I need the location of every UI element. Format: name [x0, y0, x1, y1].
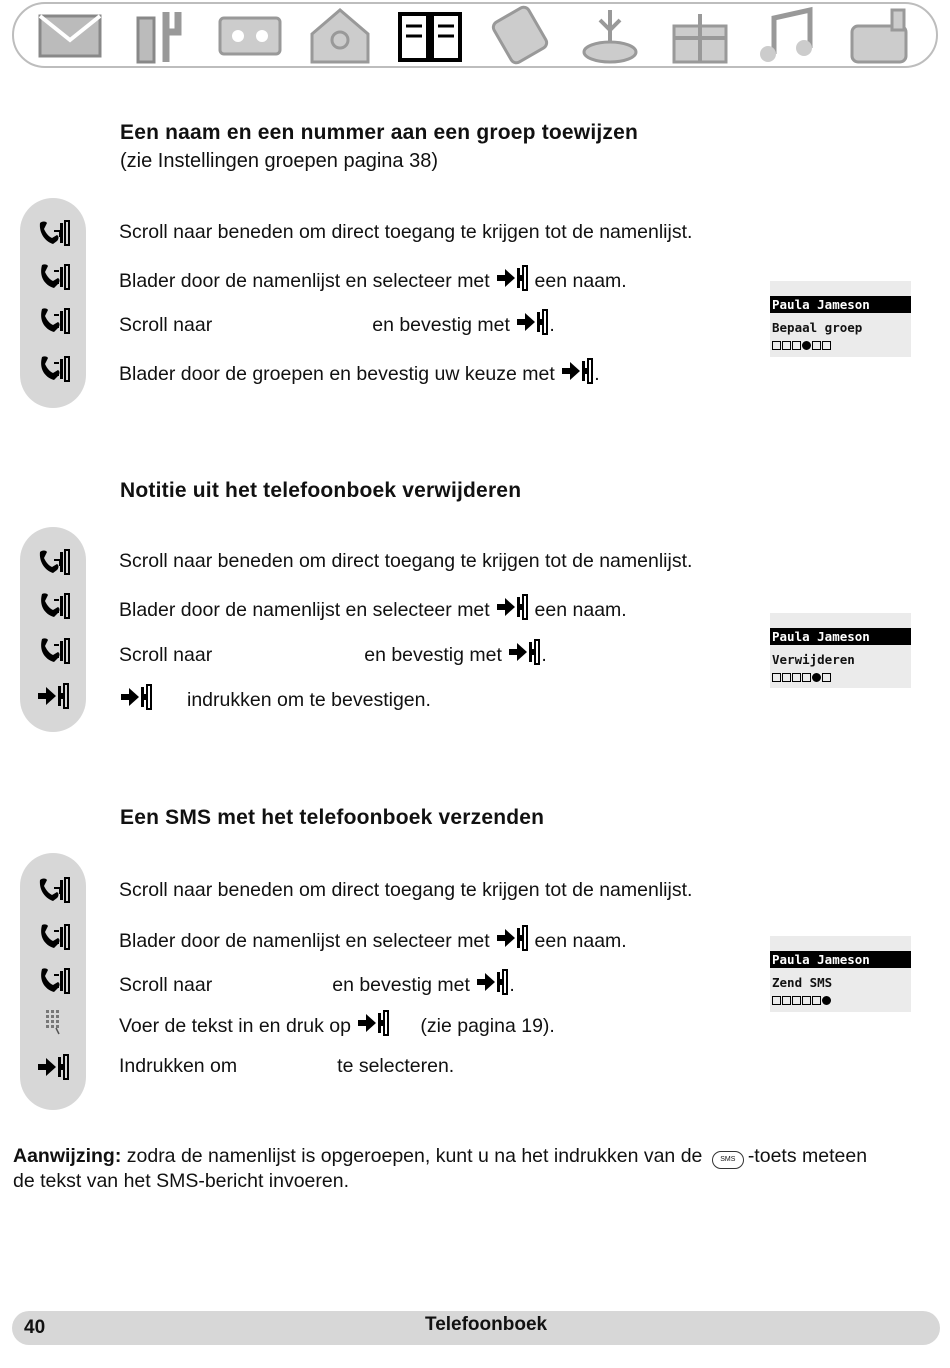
book-icon — [392, 4, 468, 66]
ok-key-icon — [560, 358, 594, 384]
envelope-icon — [32, 4, 108, 66]
scroll-up-down-icon — [36, 355, 70, 383]
scroll-down-icon — [36, 219, 70, 247]
scroll-up-down-icon — [36, 637, 70, 665]
step-text: Indrukken om te selecteren. — [119, 1055, 455, 1077]
position-dot — [792, 996, 801, 1005]
display-position-indicator — [772, 341, 911, 355]
display-selected-name: Paula Jameson — [770, 951, 911, 968]
ok-key-icon — [356, 1010, 390, 1036]
step-text: Blader door de namenlijst en selecteer met een naam. — [119, 925, 627, 953]
phone-display — [770, 281, 911, 357]
scroll-down-icon — [36, 876, 70, 904]
page-number: 40 — [24, 1317, 46, 1338]
position-dot — [822, 673, 831, 682]
display-position-indicator — [772, 996, 911, 1010]
keypad-icon — [36, 1008, 70, 1036]
scroll-up-down-icon — [36, 967, 70, 995]
ok-key-icon — [36, 683, 70, 711]
house-icon — [302, 4, 378, 66]
ok-key-icon — [119, 684, 153, 710]
step-text: Scroll naar en bevestig met . — [119, 639, 547, 667]
current-position-dot — [812, 673, 821, 682]
step-text: Blader door de namenlijst en selecteer met een naam. — [119, 594, 627, 622]
position-dot — [782, 673, 791, 682]
section-title: Een naam en een nummer aan een groep toewijzen — [120, 121, 639, 144]
step-text: Voer de tekst in en druk op (zie pagina 19). — [119, 1010, 555, 1038]
position-dot — [772, 673, 781, 682]
step-text: indrukken om te bevestigen. — [119, 684, 431, 712]
display-position-indicator — [772, 673, 911, 687]
phone-display — [770, 613, 911, 688]
display-selected-name: Paula Jameson — [770, 628, 911, 645]
scroll-up-down-icon — [36, 307, 70, 335]
current-position-dot — [822, 996, 831, 1005]
position-dot — [782, 996, 791, 1005]
step-text: Blader door de namenlijst en selecteer met een naam. — [119, 265, 627, 293]
step-text: Blader door de groepen en bevestig uw keuze met . — [119, 358, 600, 386]
current-position-dot — [802, 341, 811, 350]
phone-display — [770, 936, 911, 1012]
section-title: Notitie uit het telefoonboek verwijderen — [120, 479, 522, 502]
position-dot — [822, 341, 831, 350]
ok-key-icon — [507, 639, 541, 665]
position-dot — [782, 341, 791, 350]
scroll-down-icon — [36, 548, 70, 576]
phone-icon — [482, 4, 558, 66]
display-menu-item: Zend SMS — [772, 975, 833, 990]
position-dot — [812, 341, 821, 350]
ok-key-icon — [495, 265, 529, 291]
page-footer — [12, 1311, 940, 1345]
position-dot — [802, 996, 811, 1005]
position-dot — [802, 673, 811, 682]
gift-icon — [662, 4, 738, 66]
step-text: Scroll naar beneden om direct toegang te krijgen tot de namenlijst. — [119, 221, 693, 243]
section-subtitle: (zie Instellingen groepen pagina 38) — [120, 150, 438, 172]
hint-note — [13, 1144, 893, 1193]
sms-key-icon: SMS — [712, 1151, 744, 1169]
antenna-icon — [572, 4, 648, 66]
ok-key-icon — [515, 309, 549, 335]
step-text: Scroll naar beneden om direct toegang te krijgen tot de namenlijst. — [119, 879, 693, 901]
tools-icon — [122, 4, 198, 66]
step-text: Scroll naar en bevestig met . — [119, 309, 555, 337]
section-title: Een SMS met het telefoonboek verzenden — [120, 806, 545, 829]
hint-text: -toets meteen de tekst van het SMS-bericht invoeren. — [13, 1145, 868, 1192]
chapter-title: Telefoonboek — [425, 1314, 548, 1335]
ok-key-icon — [495, 925, 529, 951]
scroll-up-down-icon — [36, 923, 70, 951]
position-dot — [812, 996, 821, 1005]
hint-text: zodra de namenlijst is opgeroepen, kunt u na het indrukken van de — [126, 1145, 703, 1167]
ok-key-icon — [36, 1054, 70, 1082]
display-selected-name: Paula Jameson — [770, 296, 911, 313]
display-menu-item: Verwijderen — [772, 652, 855, 667]
display-menu-item: Bepaal groep — [772, 320, 863, 335]
handset-icon — [842, 4, 918, 66]
cassette-icon — [212, 4, 288, 66]
position-dot — [792, 341, 801, 350]
step-text: Scroll naar beneden om direct toegang te krijgen tot de namenlijst. — [119, 550, 693, 572]
position-dot — [772, 996, 781, 1005]
scroll-up-down-icon — [36, 592, 70, 620]
ok-key-icon — [475, 969, 509, 995]
step-text: Scroll naar en bevestig met . — [119, 969, 515, 997]
position-dot — [772, 341, 781, 350]
music-icon — [752, 4, 828, 66]
ok-key-icon — [495, 594, 529, 620]
scroll-up-down-icon — [36, 263, 70, 291]
position-dot — [792, 673, 801, 682]
hint-label: Aanwijzing: — [13, 1145, 122, 1167]
